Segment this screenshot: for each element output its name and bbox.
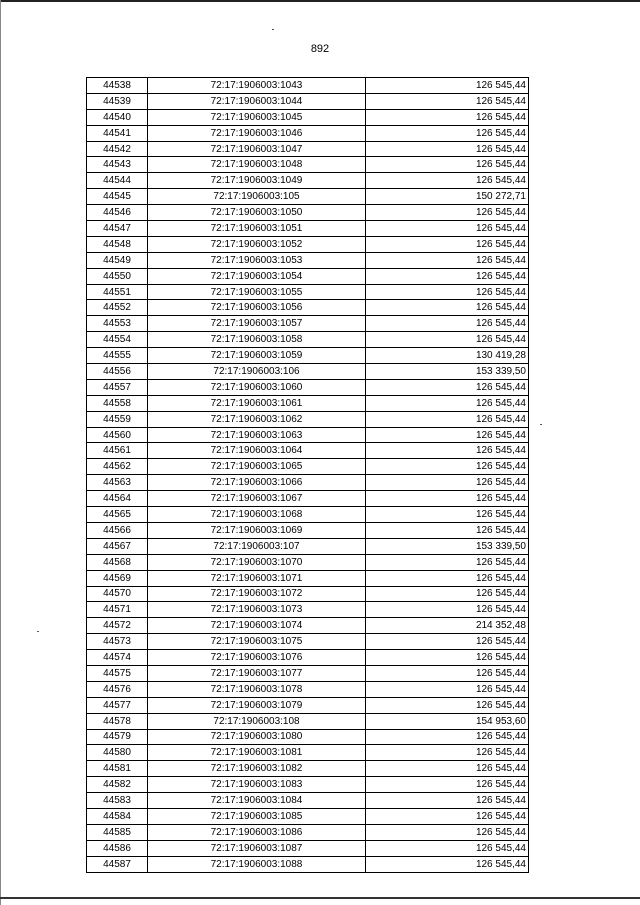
cadastral-value-cell: 126 545,44 <box>366 586 529 602</box>
cadastral-number-cell: 72:17:1906003:1050 <box>148 205 366 221</box>
cadastral-number-cell: 72:17:1906003:1052 <box>148 236 366 252</box>
table-row <box>87 570 529 586</box>
cadastral-value-cell: 150 272,71 <box>366 189 529 205</box>
row-number-cell: 44572 <box>87 618 148 634</box>
cadastral-number-cell: 72:17:1906003:1060 <box>148 379 366 395</box>
row-number-cell: 44550 <box>87 268 148 284</box>
row-number-cell: 44566 <box>87 522 148 538</box>
table-row <box>87 650 529 666</box>
row-number-cell: 44570 <box>87 586 148 602</box>
cadastral-value-cell: 153 339,50 <box>366 538 529 554</box>
row-number-cell: 44569 <box>87 570 148 586</box>
row-number-cell: 44574 <box>87 650 148 666</box>
table-row <box>87 491 529 507</box>
table-row <box>87 443 529 459</box>
row-number-cell: 44575 <box>87 665 148 681</box>
row-number-cell: 44585 <box>87 824 148 840</box>
cadastral-number-cell: 72:17:1906003:1043 <box>148 78 366 94</box>
cadastral-number-cell: 72:17:1906003:1061 <box>148 395 366 411</box>
table-row <box>87 173 529 189</box>
cadastral-number-cell: 72:17:1906003:1084 <box>148 793 366 809</box>
cadastral-value-cell: 214 352,48 <box>366 618 529 634</box>
table-row <box>87 221 529 237</box>
cadastral-number-cell: 72:17:1906003:108 <box>148 713 366 729</box>
table-row <box>87 189 529 205</box>
row-number-cell: 44563 <box>87 475 148 491</box>
cadastral-number-cell: 72:17:1906003:105 <box>148 189 366 205</box>
table-row <box>87 78 529 94</box>
table-row <box>87 856 529 872</box>
cadastral-number-cell: 72:17:1906003:1065 <box>148 459 366 475</box>
cadastral-number-cell: 72:17:1906003:1045 <box>148 109 366 125</box>
row-number-cell: 44583 <box>87 793 148 809</box>
row-number-cell: 44542 <box>87 141 148 157</box>
row-number-cell: 44560 <box>87 427 148 443</box>
row-number-cell: 44559 <box>87 411 148 427</box>
row-number-cell: 44553 <box>87 316 148 332</box>
cadastral-value-cell: 126 545,44 <box>366 729 529 745</box>
cadastral-number-cell: 72:17:1906003:1062 <box>148 411 366 427</box>
cadastral-value-cell: 126 545,44 <box>366 777 529 793</box>
row-number-cell: 44544 <box>87 173 148 189</box>
row-number-cell: 44562 <box>87 459 148 475</box>
row-number-cell: 44541 <box>87 125 148 141</box>
scan-edge-top <box>0 0 640 2</box>
row-number-cell: 44543 <box>87 157 148 173</box>
cadastral-number-cell: 72:17:1906003:1069 <box>148 522 366 538</box>
cadastral-number-cell: 72:17:1906003:1073 <box>148 602 366 618</box>
table-row <box>87 840 529 856</box>
cadastral-value-cell: 126 545,44 <box>366 840 529 856</box>
cadastral-value-cell: 126 545,44 <box>366 554 529 570</box>
row-number-cell: 44547 <box>87 221 148 237</box>
cadastral-number-cell: 72:17:1906003:1085 <box>148 808 366 824</box>
cadastral-number-cell: 72:17:1906003:1071 <box>148 570 366 586</box>
cadastral-value-cell: 126 545,44 <box>366 793 529 809</box>
scan-edge-bottom <box>0 897 640 899</box>
cadastral-value-cell: 154 953,60 <box>366 713 529 729</box>
table-row <box>87 618 529 634</box>
cadastral-number-cell: 72:17:1906003:1048 <box>148 157 366 173</box>
cadastral-value-cell: 126 545,44 <box>366 570 529 586</box>
row-number-cell: 44582 <box>87 777 148 793</box>
cadastral-value-cell: 126 545,44 <box>366 93 529 109</box>
row-number-cell: 44538 <box>87 78 148 94</box>
cadastral-value-cell: 126 545,44 <box>366 522 529 538</box>
cadastral-value-cell: 126 545,44 <box>366 125 529 141</box>
cadastral-value-cell: 126 545,44 <box>366 411 529 427</box>
table-row <box>87 252 529 268</box>
cadastral-number-cell: 72:17:1906003:1068 <box>148 507 366 523</box>
table-row <box>87 602 529 618</box>
register-table <box>86 77 529 873</box>
row-number-cell: 44554 <box>87 332 148 348</box>
cadastral-value-cell: 126 545,44 <box>366 761 529 777</box>
table-row <box>87 427 529 443</box>
cadastral-number-cell: 72:17:1906003:1067 <box>148 491 366 507</box>
row-number-cell: 44539 <box>87 93 148 109</box>
cadastral-value-cell: 126 545,44 <box>366 427 529 443</box>
table-row <box>87 332 529 348</box>
row-number-cell: 44556 <box>87 364 148 380</box>
cadastral-value-cell: 126 545,44 <box>366 824 529 840</box>
cadastral-number-cell: 72:17:1906003:1088 <box>148 856 366 872</box>
cadastral-value-cell: 126 545,44 <box>366 681 529 697</box>
row-number-cell: 44580 <box>87 745 148 761</box>
table-row <box>87 745 529 761</box>
page-number: 892 <box>310 43 330 55</box>
cadastral-value-cell: 126 545,44 <box>366 379 529 395</box>
table-row <box>87 681 529 697</box>
row-number-cell: 44565 <box>87 507 148 523</box>
cadastral-value-cell: 126 545,44 <box>366 109 529 125</box>
row-number-cell: 44561 <box>87 443 148 459</box>
scan-speck <box>37 631 39 632</box>
table-row <box>87 109 529 125</box>
scan-edge-left <box>0 0 1 905</box>
cadastral-value-cell: 126 545,44 <box>366 236 529 252</box>
row-number-cell: 44555 <box>87 348 148 364</box>
cadastral-value-cell: 126 545,44 <box>366 697 529 713</box>
cadastral-value-cell: 126 545,44 <box>366 745 529 761</box>
row-number-cell: 44564 <box>87 491 148 507</box>
cadastral-number-cell: 72:17:1906003:1054 <box>148 268 366 284</box>
row-number-cell: 44567 <box>87 538 148 554</box>
cadastral-value-cell: 126 545,44 <box>366 665 529 681</box>
cadastral-number-cell: 72:17:1906003:1056 <box>148 300 366 316</box>
scan-speck <box>540 424 542 425</box>
cadastral-value-cell: 126 545,44 <box>366 856 529 872</box>
cadastral-number-cell: 72:17:1906003:1064 <box>148 443 366 459</box>
cadastral-number-cell: 72:17:1906003:1077 <box>148 665 366 681</box>
row-number-cell: 44568 <box>87 554 148 570</box>
row-number-cell: 44584 <box>87 808 148 824</box>
cadastral-value-cell: 126 545,44 <box>366 395 529 411</box>
cadastral-value-cell: 126 545,44 <box>366 221 529 237</box>
cadastral-value-cell: 126 545,44 <box>366 141 529 157</box>
table-row <box>87 348 529 364</box>
cadastral-value-cell: 126 545,44 <box>366 78 529 94</box>
table-row <box>87 205 529 221</box>
cadastral-value-cell: 126 545,44 <box>366 808 529 824</box>
cadastral-value-cell: 126 545,44 <box>366 602 529 618</box>
table-row <box>87 236 529 252</box>
cadastral-number-cell: 72:17:1906003:1055 <box>148 284 366 300</box>
cadastral-value-cell: 126 545,44 <box>366 157 529 173</box>
table-row <box>87 808 529 824</box>
cadastral-number-cell: 72:17:1906003:1053 <box>148 252 366 268</box>
cadastral-number-cell: 72:17:1906003:1057 <box>148 316 366 332</box>
cadastral-number-cell: 72:17:1906003:106 <box>148 364 366 380</box>
cadastral-value-cell: 126 545,44 <box>366 634 529 650</box>
cadastral-number-cell: 72:17:1906003:1082 <box>148 761 366 777</box>
cadastral-value-cell: 126 545,44 <box>366 252 529 268</box>
row-number-cell: 44586 <box>87 840 148 856</box>
table-row <box>87 284 529 300</box>
table-row <box>87 300 529 316</box>
row-number-cell: 44581 <box>87 761 148 777</box>
table-row <box>87 411 529 427</box>
table-row <box>87 395 529 411</box>
table-row <box>87 379 529 395</box>
table-row <box>87 697 529 713</box>
cadastral-number-cell: 72:17:1906003:1063 <box>148 427 366 443</box>
cadastral-number-cell: 72:17:1906003:1047 <box>148 141 366 157</box>
cadastral-value-cell: 126 545,44 <box>366 332 529 348</box>
row-number-cell: 44558 <box>87 395 148 411</box>
cadastral-number-cell: 72:17:1906003:1080 <box>148 729 366 745</box>
register-table-body <box>87 78 529 873</box>
cadastral-number-cell: 72:17:1906003:1075 <box>148 634 366 650</box>
table-row <box>87 586 529 602</box>
row-number-cell: 44540 <box>87 109 148 125</box>
table-row <box>87 777 529 793</box>
cadastral-number-cell: 72:17:1906003:107 <box>148 538 366 554</box>
table-row <box>87 634 529 650</box>
cadastral-number-cell: 72:17:1906003:1046 <box>148 125 366 141</box>
table-row <box>87 268 529 284</box>
table-row <box>87 729 529 745</box>
table-row <box>87 316 529 332</box>
row-number-cell: 44551 <box>87 284 148 300</box>
row-number-cell: 44546 <box>87 205 148 221</box>
cadastral-value-cell: 126 545,44 <box>366 268 529 284</box>
table-row <box>87 665 529 681</box>
cadastral-value-cell: 126 545,44 <box>366 284 529 300</box>
cadastral-number-cell: 72:17:1906003:1059 <box>148 348 366 364</box>
cadastral-value-cell: 126 545,44 <box>366 459 529 475</box>
row-number-cell: 44571 <box>87 602 148 618</box>
table-row <box>87 793 529 809</box>
row-number-cell: 44576 <box>87 681 148 697</box>
table-row <box>87 713 529 729</box>
cadastral-number-cell: 72:17:1906003:1087 <box>148 840 366 856</box>
cadastral-value-cell: 126 545,44 <box>366 316 529 332</box>
cadastral-number-cell: 72:17:1906003:1044 <box>148 93 366 109</box>
cadastral-number-cell: 72:17:1906003:1072 <box>148 586 366 602</box>
cadastral-number-cell: 72:17:1906003:1086 <box>148 824 366 840</box>
cadastral-value-cell: 126 545,44 <box>366 300 529 316</box>
table-row <box>87 538 529 554</box>
row-number-cell: 44577 <box>87 697 148 713</box>
cadastral-value-cell: 126 545,44 <box>366 650 529 666</box>
row-number-cell: 44549 <box>87 252 148 268</box>
cadastral-value-cell: 126 545,44 <box>366 491 529 507</box>
cadastral-value-cell: 126 545,44 <box>366 173 529 189</box>
cadastral-number-cell: 72:17:1906003:1083 <box>148 777 366 793</box>
row-number-cell: 44545 <box>87 189 148 205</box>
table-row <box>87 824 529 840</box>
table-row <box>87 157 529 173</box>
cadastral-number-cell: 72:17:1906003:1078 <box>148 681 366 697</box>
table-row <box>87 554 529 570</box>
table-row <box>87 507 529 523</box>
row-number-cell: 44579 <box>87 729 148 745</box>
table-row <box>87 93 529 109</box>
table-row <box>87 364 529 380</box>
table-row <box>87 761 529 777</box>
row-number-cell: 44548 <box>87 236 148 252</box>
table-row <box>87 522 529 538</box>
row-number-cell: 44573 <box>87 634 148 650</box>
row-number-cell: 44552 <box>87 300 148 316</box>
table-row <box>87 125 529 141</box>
table-row <box>87 459 529 475</box>
cadastral-value-cell: 126 545,44 <box>366 205 529 221</box>
cadastral-value-cell: 126 545,44 <box>366 443 529 459</box>
cadastral-number-cell: 72:17:1906003:1066 <box>148 475 366 491</box>
cadastral-number-cell: 72:17:1906003:1070 <box>148 554 366 570</box>
table-row <box>87 141 529 157</box>
cadastral-number-cell: 72:17:1906003:1051 <box>148 221 366 237</box>
table-row <box>87 475 529 491</box>
cadastral-number-cell: 72:17:1906003:1049 <box>148 173 366 189</box>
cadastral-value-cell: 130 419,28 <box>366 348 529 364</box>
cadastral-value-cell: 153 339,50 <box>366 364 529 380</box>
cadastral-number-cell: 72:17:1906003:1076 <box>148 650 366 666</box>
cadastral-number-cell: 72:17:1906003:1058 <box>148 332 366 348</box>
cadastral-number-cell: 72:17:1906003:1081 <box>148 745 366 761</box>
row-number-cell: 44578 <box>87 713 148 729</box>
scan-speck <box>272 29 274 30</box>
row-number-cell: 44587 <box>87 856 148 872</box>
cadastral-number-cell: 72:17:1906003:1074 <box>148 618 366 634</box>
cadastral-number-cell: 72:17:1906003:1079 <box>148 697 366 713</box>
cadastral-value-cell: 126 545,44 <box>366 507 529 523</box>
cadastral-value-cell: 126 545,44 <box>366 475 529 491</box>
row-number-cell: 44557 <box>87 379 148 395</box>
